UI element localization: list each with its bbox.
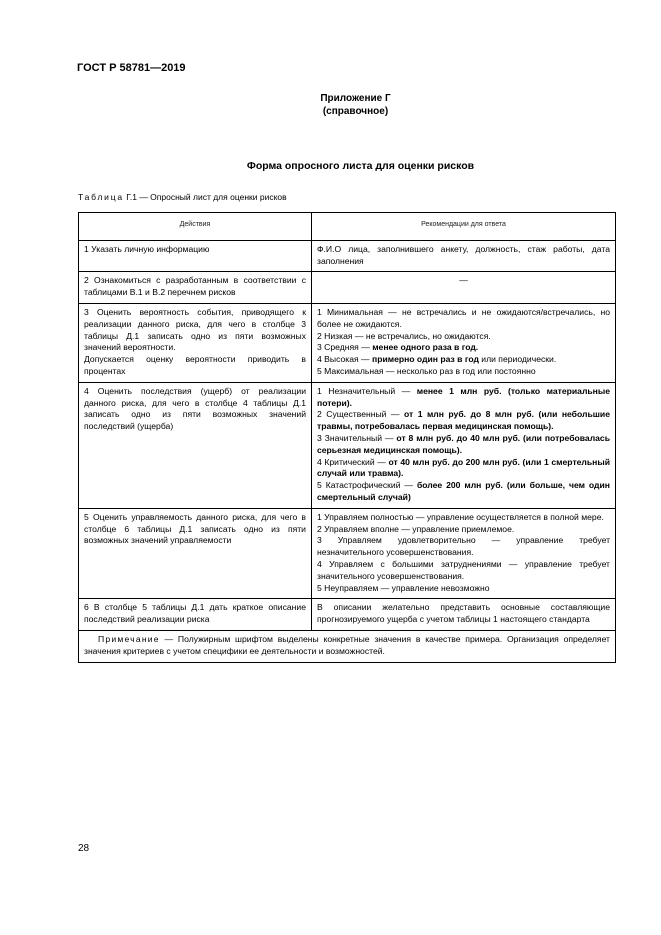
- recommendation-item: 5 Катастрофический — более 200 млн руб. (или больше, чем один смертельный случай): [317, 480, 610, 502]
- appendix-heading: [0, 92, 661, 118]
- action-cell: [79, 303, 312, 382]
- recommendation-item: 2 Управляем вполне — управление приемлемое.: [317, 523, 515, 534]
- form-title: Форма опросного листа для оценки рисков: [246, 160, 475, 172]
- recommendation-item: 2 Низкая — не встречались, но ожидаются.: [317, 330, 491, 341]
- recommendation-item: 3 Значительный — от 8 млн руб. до 40 млн руб. (или потребовалась серьезная медицинская помощь).: [317, 432, 610, 455]
- recommendation-item: 1 Минимальная — не встречались и не ожидаются/встречались, но более не ожидаются.: [317, 306, 610, 329]
- recommendation-item: 1 Незначительный — менее 1 млн руб. (только материальные потери).: [317, 385, 610, 408]
- questionnaire-table: [78, 212, 616, 663]
- table-row: [79, 382, 616, 508]
- recommendation-item: 4 Критический — от 40 млн руб. до 200 млн руб. (или 1 смертельный случай или травма).: [317, 456, 610, 479]
- appendix-title: Приложение Г: [320, 93, 391, 104]
- action-cell: 4 Оценить последствия (ущерб) от реализации данного риска, для чего в столбце 4 таблицы Д.1 записать одно из пяти возможных значений последствий (ущерба): [79, 382, 312, 508]
- recommendation-item: 4 Управляем с большими затруднениями — управление требует значительного усовершенствования.: [317, 558, 610, 581]
- table-row: [79, 272, 616, 304]
- recommendation-item: 5 Максимальная — несколько раз в год или постоянно: [317, 365, 536, 376]
- page-number: 28: [78, 843, 90, 854]
- recommendation-cell: Ф.И.О лица, заполнившего анкету, должность, стаж работы, дата заполнения: [312, 240, 616, 272]
- recommendation-item: 3 Средняя — менее одного раза в год.: [317, 342, 479, 353]
- recommendation-cell: [312, 508, 616, 599]
- recommendation-item: 1 Управляем полностью — управление осуществляется в полной мере.: [317, 511, 604, 522]
- table-row: [79, 508, 616, 599]
- document-id: ГОСТ Р 58781—2019: [77, 62, 186, 74]
- table-row: [79, 599, 616, 631]
- recommendation-cell: —: [312, 272, 616, 304]
- action-cell: 5 Оценить управляемость данного риска, для чего в столбце 6 таблицы Д.1 записать одно из пяти возможных значений управляемости: [79, 508, 312, 599]
- action-text: 3 Оценить вероятность события, приводящего к реализации данного риска, для чего в столбце 3 таблицы Д.1 записать одно из пяти возможных значений вероятности.: [84, 306, 306, 353]
- action-cell: 6 В столбце 5 таблицы Д.1 дать краткое описание последствий реализации риска: [79, 599, 312, 631]
- recommendation-cell: [312, 382, 616, 508]
- action-text-extra: Допускается оценку вероятности приводить в процентах: [84, 354, 306, 376]
- recommendation-item: 4 Высокая — примерно один раз в год или периодически.: [317, 354, 557, 365]
- column-header-recommendations: Рекомендации для ответа: [312, 213, 616, 241]
- table-note: Примечание — Полужирным шрифтом выделены конкретные значения в качестве примера. Организация определяет значения критериев с учетом специфики ее деятельности и возможностей.: [79, 630, 616, 662]
- table-caption: Таблица Г.1 — Опросный лист для оценки рисков: [78, 192, 287, 202]
- column-header-actions: Действия: [79, 213, 312, 241]
- recommendation-item: 3 Управляем удовлетворительно — управление требует незначительного усовершенствования.: [317, 535, 610, 558]
- action-cell: 2 Ознакомиться с разработанным в соответствии с таблицами В.1 и В.2 перечнем рисков: [79, 272, 312, 304]
- recommendation-cell: [312, 303, 616, 382]
- table-row: [79, 240, 616, 272]
- table-row: [79, 303, 616, 382]
- appendix-subtitle: (справочное): [322, 106, 389, 117]
- action-cell: 1 Указать личную информацию: [79, 240, 312, 272]
- recommendation-item: 2 Существенный — от 1 млн руб. до 8 млн руб. (или небольшие травмы, потребовалась первая медицинская помощь).: [317, 409, 610, 432]
- recommendation-item: 5 Неуправляем — управление невозможно: [317, 582, 490, 593]
- table-header-row: [79, 213, 616, 241]
- recommendation-cell: В описании желательно представить основные составляющие прогнозируемого ущерба с учетом таблицы 1 настоящего стандарта: [312, 599, 616, 631]
- table-note-row: [79, 630, 616, 662]
